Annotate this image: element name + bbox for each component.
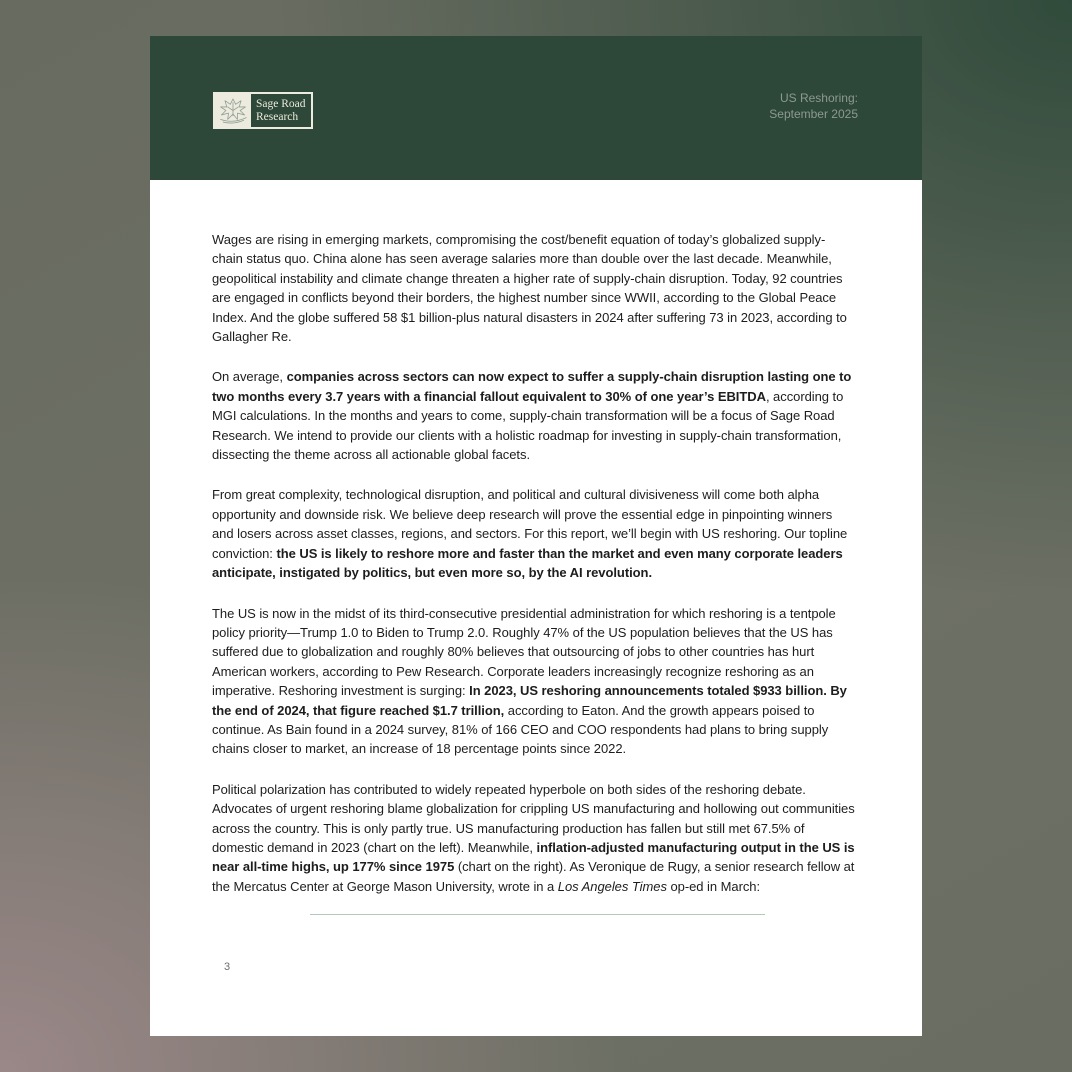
paragraph — [212, 367, 855, 464]
body-text — [150, 180, 922, 896]
text-run: (chart on the right). As Veronique de Rugy, a senior research fellow at the Mercatus Center at George Mason University, wrote in a — [212, 859, 855, 894]
text-run: From great complexity, technological disruption, and political and cultural divisiveness will come both alpha opportunity and downside risk. We believe deep research will prove the essential edge in pinpointing winners and losers across asset classes, regions, and sectors. For this report, we’ll begin with US reshoring. Our topline conviction: — [212, 487, 848, 561]
doc-title-line1: US Reshoring: — [779, 91, 858, 105]
logo-line1: Sage Road — [256, 97, 306, 110]
page-number: 3 — [224, 961, 231, 973]
text-run: op-ed in March: — [666, 878, 761, 894]
text-run: On average, — [212, 369, 287, 385]
paragraph — [212, 485, 855, 582]
section-divider — [310, 914, 765, 915]
doc-title-line2: September 2025 — [769, 107, 858, 121]
paragraph — [212, 604, 855, 759]
text-run: the US is likely to reshore more and faster than the market and even many corporate leaders anticipate, instigated by politics, but even more so, by the AI revolution. — [212, 545, 843, 581]
report-header — [150, 36, 922, 180]
logo-line2: Research — [256, 110, 299, 123]
text-run: In 2023, US reshoring announcements totaled $933 billion. By the end of 2024, that figure reached $1.7 trillion, — [212, 683, 847, 718]
report-page — [150, 36, 922, 1036]
text-run: , according to MGI calculations. In the months and years to come, supply-chain transformation will be a focus of Sage Road Research. We intend to provide our clients with a holistic roadmap for investing in supply-chain transformation, dissecting the theme across all actionable global facets. — [212, 388, 844, 463]
company-logo — [213, 92, 313, 129]
text-run: according to Eaton. And the growth appears poised to continue. As Bain found in a 2024 survey, 81% of 166 CEO and COO respondents had plans to bring supply chains closer to market, an increase of 18 percentage points since 2022. — [212, 702, 829, 757]
doc-title — [769, 90, 858, 122]
text-run: companies across sectors can now expect to suffer a supply-chain disruption lasting one to two months every 3.7 years with a financial fallout equivalent to 30% of one year’s EBITDA — [212, 369, 852, 404]
text-run: inflation-adjusted manufacturing output in the US is near all-time highs, up 177% since 1975 — [212, 839, 855, 875]
paragraph — [212, 780, 855, 896]
text-run: Wages are rising in emerging markets, compromising the cost/benefit equation of today’s globalized supply-chain status quo. China alone has seen average salaries more than double over the last decade. Meanwhile, geopolitical instability and climate change threaten a higher rate of supply-chain disruption. Today, 92 countries are engaged in conflicts beyond their borders, the highest number since WWII, according to the Global Peace Index. And the globe suffered 58 $1 billion-plus natural disasters in 2024 after suffering 73 in 2023, according to Gallagher Re. — [212, 232, 847, 345]
text-run: Political polarization has contributed to widely repeated hyperbole on both sides of the reshoring debate. Advocates of urgent reshoring blame globalization for crippling US manufacturing and hollowing out communities across the country. This is only partly true. US manufacturing production has fallen but still met 67.5% of domestic demand in 2023 (chart on the left). Meanwhile, — [212, 781, 855, 855]
text-run: Los Angeles Times — [557, 878, 667, 894]
text-run: The US is now in the midst of its third-consecutive presidential administration for which reshoring is a tentpole policy priority—Trump 1.0 to Biden to Trump 2.0. Roughly 47% of the US population believes that the US has suffered due to globalization and roughly 80% believes that outsourcing of jobs to other countries has hurt American workers, according to Pew Research. Corporate leaders increasingly recognize reshoring as an imperative. Reshoring investment is surging: — [212, 605, 836, 699]
leaf-icon — [215, 94, 251, 127]
logo-wordmark — [251, 94, 311, 127]
paragraph — [212, 230, 855, 346]
